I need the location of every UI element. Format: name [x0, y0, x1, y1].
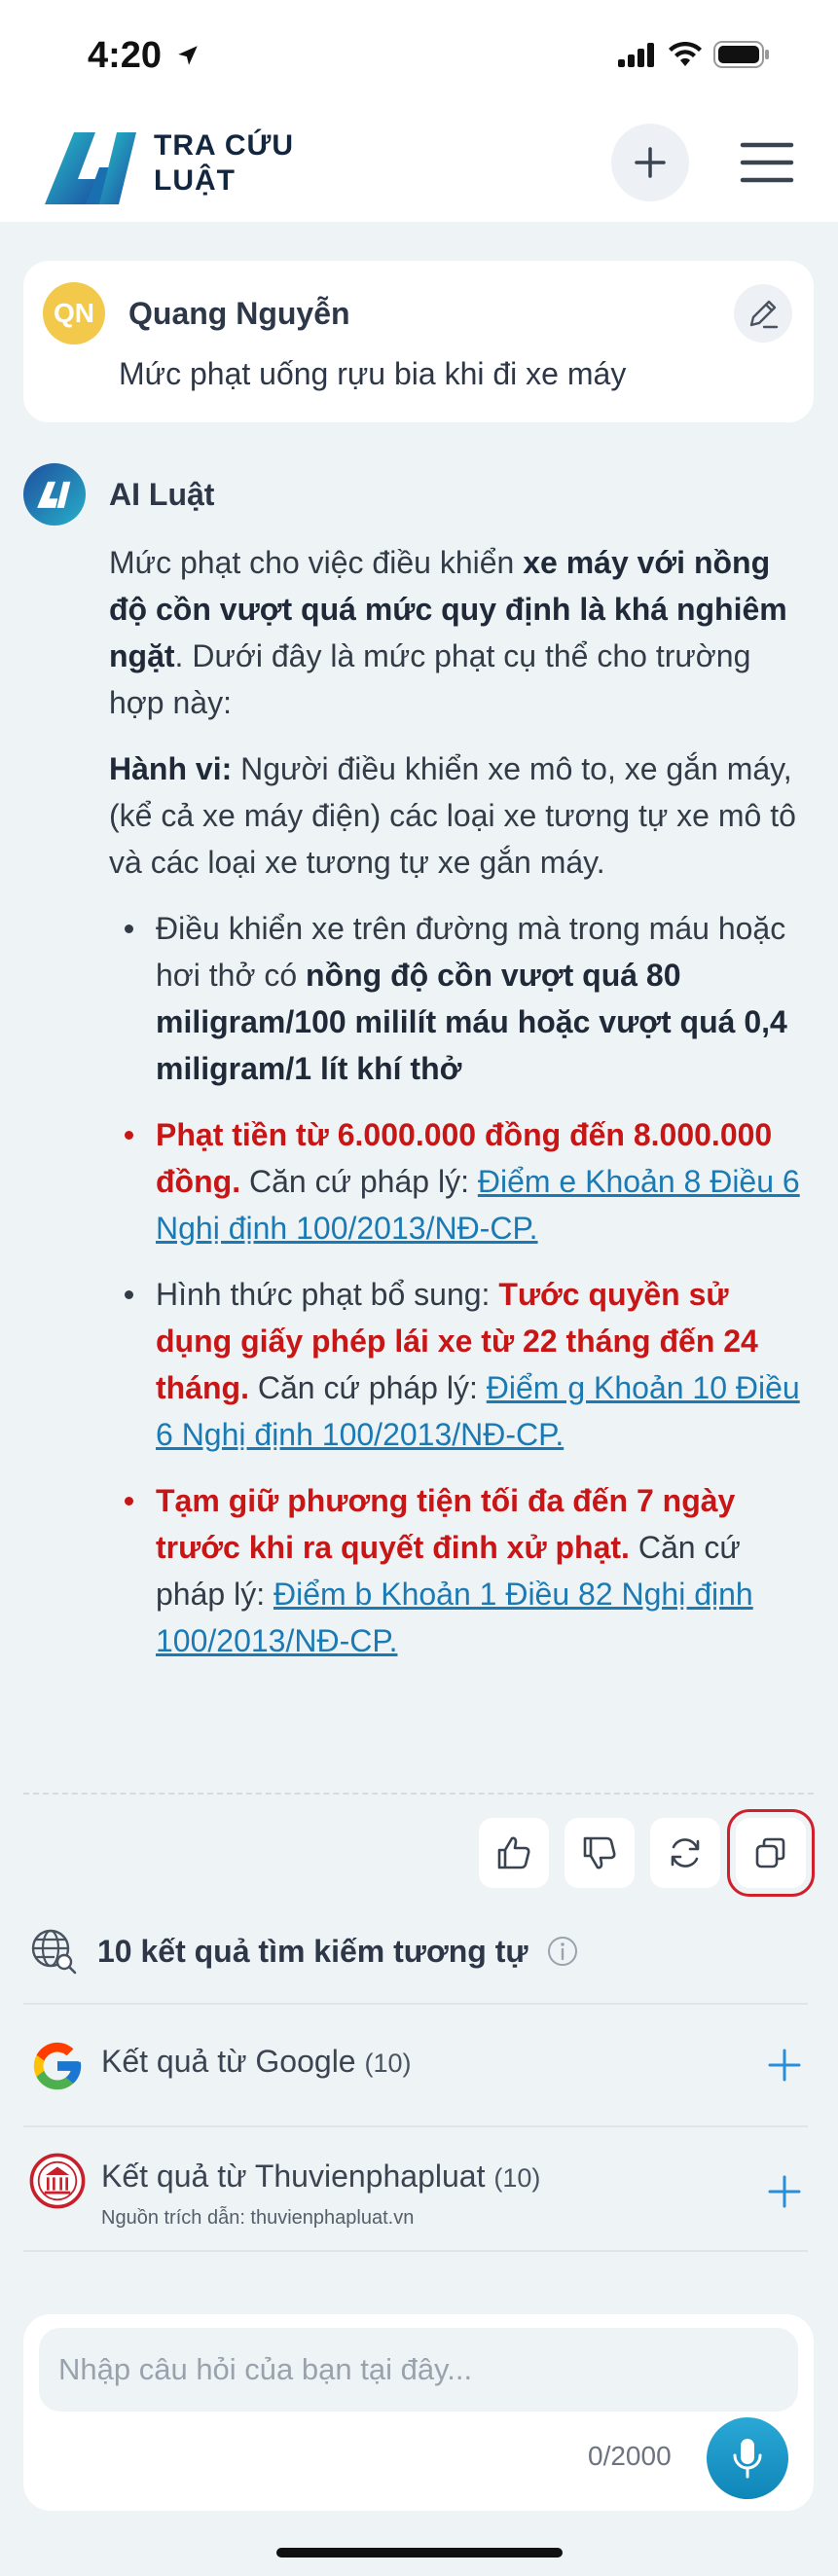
globe-search-icon: [29, 1927, 78, 1976]
user-question: Mức phạt uống rựu bia khi đi xe máy: [119, 356, 627, 391]
voice-input-button[interactable]: [707, 2417, 788, 2499]
thuvienphapluat-logo-icon: [29, 2153, 86, 2209]
source-title-text: Kết quả từ Thuvienphapluat: [101, 2159, 486, 2194]
new-chat-button[interactable]: [611, 124, 689, 201]
google-icon: [29, 2038, 86, 2094]
source-count: (10): [364, 2049, 412, 2078]
ai-logo-icon: [39, 128, 146, 206]
legal-reference-link[interactable]: Điểm b Khoản 1 Điều 82 Nghị định 100/2013/NĐ-CP.: [156, 1577, 753, 1658]
answer-intro: [109, 539, 810, 726]
app-title-line2: LUẬT: [154, 164, 236, 197]
divider: [23, 1793, 814, 1795]
status-bar: [0, 0, 838, 107]
similar-results-header: [29, 1922, 808, 1980]
edit-question-button[interactable]: [734, 284, 792, 343]
info-icon[interactable]: [546, 1935, 579, 1968]
refresh-icon: [666, 1833, 705, 1872]
list-item: [109, 1271, 810, 1458]
divider: [23, 2003, 808, 2005]
home-indicator: [276, 2548, 563, 2558]
legal-reference-link[interactable]: Điểm e Khoản 8 Điều 6 Nghị định 100/2013/NĐ-CP.: [156, 1164, 800, 1246]
legal-reference-link[interactable]: Điểm g Khoản 10 Điều 6 Nghị định 100/2013/NĐ-CP.: [156, 1370, 800, 1452]
char-count: 0/2000: [588, 2441, 672, 2471]
answer-behavior: [109, 745, 810, 886]
license-suspension: Tước quyền sử dụng giấy phép lái xe từ 22 tháng đến 24 tháng.: [156, 1277, 758, 1405]
bullet-text: Hình thức phạt bổ sung:: [156, 1277, 499, 1312]
dislike-button[interactable]: [565, 1818, 635, 1888]
bullet-text: Căn cứ pháp lý:: [248, 1370, 487, 1405]
status-time: 4:20: [88, 35, 163, 76]
source-google[interactable]: [29, 2038, 808, 2145]
source-count: (10): [493, 2163, 541, 2193]
like-button[interactable]: [479, 1818, 549, 1888]
penalty-list: [109, 905, 810, 1664]
app-title-line1: TRA CỨU: [154, 129, 295, 162]
battery-icon: [713, 41, 770, 68]
ai-name: AI Luật: [109, 477, 215, 512]
chat-composer: [23, 2314, 814, 2511]
location-arrow-icon: [175, 43, 200, 68]
bullet-text: Căn cứ pháp lý:: [240, 1164, 478, 1199]
vehicle-impound: Tạm giữ phương tiện tối đa đến 7 ngày trước khi ra quyết đinh xử phạt.: [156, 1483, 736, 1565]
expand-plus-icon[interactable]: [767, 2174, 802, 2209]
user-avatar: QN: [43, 282, 105, 345]
user-message-card: [23, 261, 814, 422]
fine-amount: Phạt tiền từ 6.000.000 đồng đến 8.000.000 đồng.: [156, 1117, 773, 1199]
divider: [23, 2125, 808, 2127]
copy-button[interactable]: [736, 1818, 806, 1888]
ai-avatar: [23, 463, 86, 526]
app-title: [154, 128, 294, 199]
ai-logo-icon: [35, 480, 74, 509]
menu-icon[interactable]: [740, 140, 794, 185]
plus-icon: [634, 146, 667, 179]
microphone-icon: [728, 2436, 767, 2481]
similar-results-label: 10 kết quả tìm kiếm tương tự: [97, 1933, 528, 1969]
bullet-text: Điều khiển xe trên đường mà trong máu hoặc hơi thở có: [156, 911, 786, 993]
answer-intro-text: Mức phạt cho việc điều khiển: [109, 545, 524, 580]
source-title-text: Kết quả từ Google: [101, 2044, 356, 2079]
user-name: Quang Nguyễn: [128, 296, 350, 331]
copy-icon: [751, 1833, 790, 1872]
regenerate-button[interactable]: [650, 1818, 720, 1888]
ai-answer: [109, 539, 810, 1684]
source-subtitle: Nguồn trích dẫn: thuvienphapluat.vn: [101, 2207, 415, 2229]
expand-plus-icon[interactable]: [767, 2048, 802, 2083]
answer-intro-text-end: . Dưới đây là mức phạt cụ thể cho trường hợp này:: [109, 638, 751, 720]
source-title: [101, 2044, 412, 2080]
answer-actions: [479, 1818, 806, 1888]
list-item: [109, 1477, 810, 1664]
list-item: [109, 1111, 810, 1252]
pencil-icon: [747, 297, 780, 330]
wifi-icon: [669, 42, 702, 67]
thumbs-down-icon: [580, 1833, 619, 1872]
list-item: [109, 905, 810, 1092]
source-thuvienphapluat[interactable]: [29, 2153, 808, 2260]
divider: [23, 2250, 808, 2252]
signal-icon: [618, 42, 657, 67]
status-icons: [618, 41, 770, 68]
bullet-bold: nồng độ cồn vượt quá 80 miligram/100 mililít máu hoặc vượt quá 0,4 miligram/1 lít khí thở: [156, 958, 787, 1086]
source-title: [101, 2159, 540, 2195]
answer-intro-bold: xe máy với nồng độ cồn vượt quá mức quy định là khá nghiêm ngặt: [109, 545, 787, 673]
question-input[interactable]: [39, 2328, 798, 2412]
thumbs-up-icon: [494, 1833, 533, 1872]
behavior-label: Hành vi:: [109, 751, 233, 786]
behavior-text: Người điều khiển xe mô to, xe gắn máy, (kể cả xe máy điện) các loại xe tương tự xe mô tô và các loại xe tương tự xe gắn máy.: [109, 751, 796, 880]
app-header: [0, 107, 838, 222]
bullet-text: Căn cứ pháp lý:: [156, 1530, 741, 1612]
